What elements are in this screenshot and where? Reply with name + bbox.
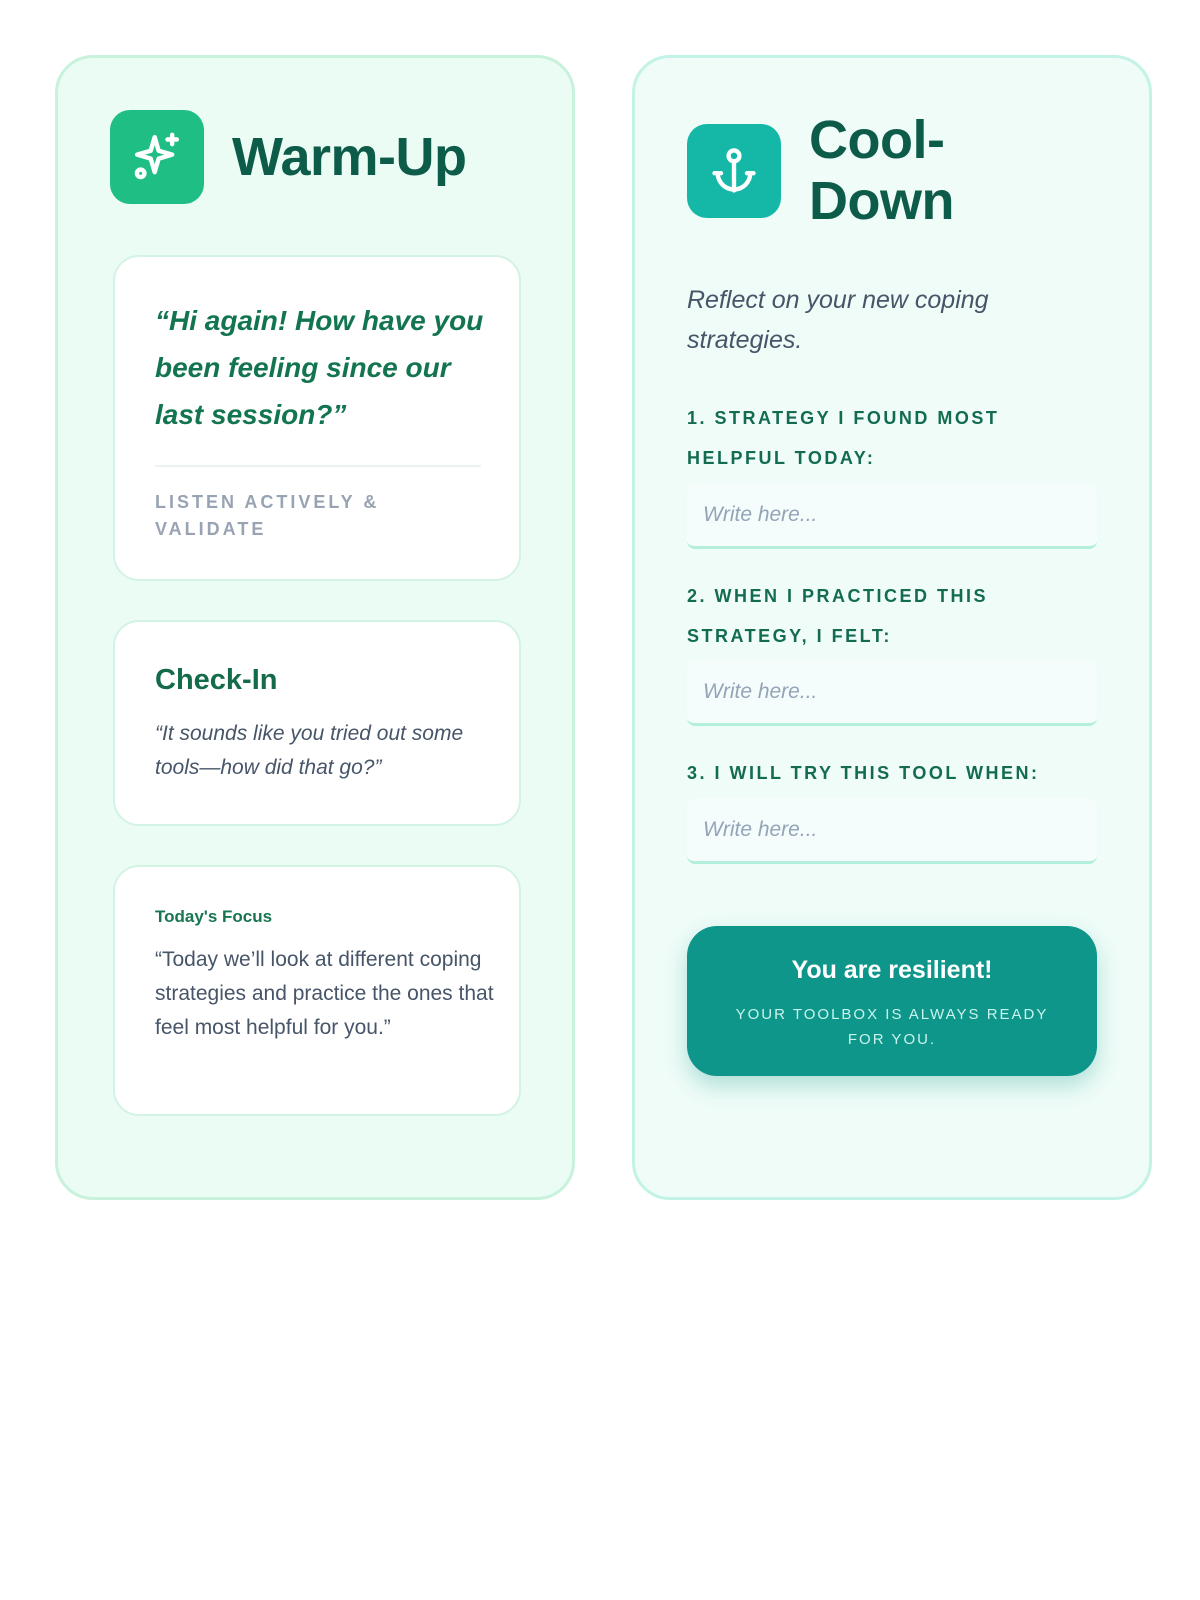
focus-card xyxy=(113,865,521,1116)
sparkles-icon xyxy=(110,110,204,204)
anchor-icon xyxy=(687,124,781,218)
facilitator-hint: LISTEN ACTIVELY & VALIDATE xyxy=(155,492,380,539)
warmup-panel xyxy=(55,55,575,1200)
cooldown-header xyxy=(687,110,999,232)
focus-text: “Today we’ll look at different coping strategies and practice the ones that feel most helpful for you.” xyxy=(155,948,494,1039)
question-1-label: 1. STRATEGY I FOUND MOST HELPFUL TODAY: xyxy=(687,408,1000,468)
checkin-title: Check-In xyxy=(155,664,278,696)
question-3-label: 3. I WILL TRY THIS TOOL WHEN: xyxy=(687,763,1040,783)
cooldown-panel xyxy=(632,55,1152,1200)
question-1-input[interactable] xyxy=(687,483,1097,549)
warmup-header xyxy=(110,110,467,204)
resilience-banner xyxy=(687,926,1097,1076)
cooldown-title: Cool-Down xyxy=(809,110,954,231)
banner-subtitle: YOUR TOOLBOX IS ALWAYS READY FOR YOU. xyxy=(735,1006,1049,1048)
checkin-card xyxy=(113,620,521,826)
question-2-label: 2. WHEN I PRACTICED THIS STRATEGY, I FELT: xyxy=(687,586,989,646)
focus-label: Today's Focus xyxy=(155,907,273,926)
checkin-prompt: “It sounds like you tried out some tools—how did that go?” xyxy=(155,722,464,779)
card-divider xyxy=(155,465,481,467)
reflect-intro: Reflect on your new coping strategies. xyxy=(687,286,989,354)
question-3-input[interactable] xyxy=(687,798,1097,864)
banner-title: You are resilient! xyxy=(791,956,993,984)
quote-card xyxy=(113,255,521,581)
warmup-title: Warm-Up xyxy=(232,126,467,187)
opening-quote: “Hi again! How have you been feeling since our last session?” xyxy=(155,305,484,430)
question-2-input[interactable] xyxy=(687,660,1097,726)
